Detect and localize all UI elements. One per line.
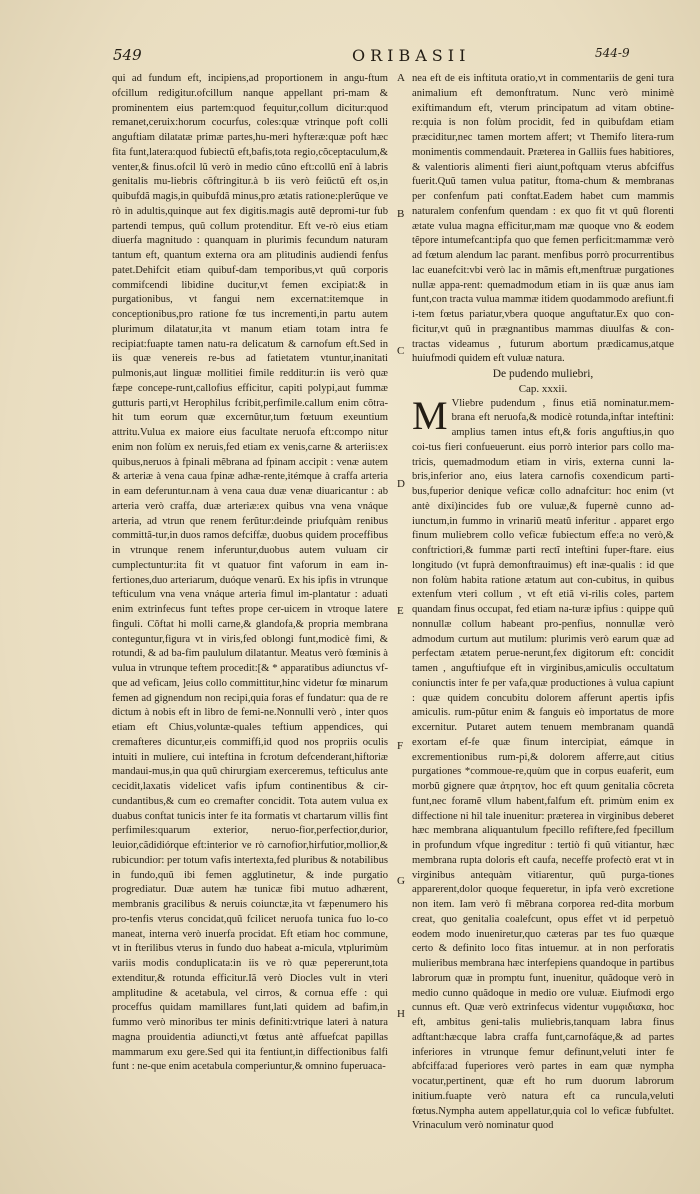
margin-letter-g: G (397, 875, 405, 887)
chapter-body: Vliebre pudendum , finus etiã nominatur.mem-brana eft neruofa,& modicè rotunda,inftar inteftini: amplius tamen intus eft,& foris anguftius,in quo coi-tus fieri confueuerunt. eius porrò interior pars collo ma-tricis, quemadmodum etiam in viris, externa cunni la-bris,inferior ano, eius latera carnofis coxendicum parti-bus,fuperior denique veficæ collo adnafcitur: hoc enim (vt antè dixi)incides fub ore vuluæ,& fupernè cunno ad-iunctum,in fummo in vrinariũ meatũ inferitur . apparet ergo finum muliebrem collo veficæ fubiectum effe:a no verò,& conftrictiori,& fummæ parti rectĩ inteftini fuper-ftare. eius longitudo (vt fuprà demonftrauimus) eft inæ-qualis : id que non folùm habita ratione ætatum aut con-cubitus, in quibus extenfum vteri collum , vt eft etiã vi-rilis coles, partem quandam finus occupat, fed etiam na-turæ ipfius : quippe quũ nonnullæ collum habeant pro-penfius, nonnullæ verò admodum curtum aut mutilum: plurimis verò earum quæ ad perfectam ætatem perue-nerunt,fex digitorum eft: concidit tamen , anguftiufque eft in virginibus,amiculis occultatum coniunctis inter fe per vafa,quæ productiones à vulua capiunt : quæ quidem concubitu dolorem afferunt apertis ipfis amiculis. rum-pũtur enim & fanguis eò importatus de more excernitur. Putaret autem tenuem membranam quandã exortam ef-fe quæ finum intercipiat, eámque in excrementionibus rum-pi,& dolorem afferre,aut citius purgationes *commoue-re,quùm que in corpus euaferit, eum morbũ gignere quæ ἀτρητον, hoc eft quum genitalia cõcreta funt,nec foramẽ vllum habent,falfum eft. primùm enim ex diffectione ni hil tale inuenitur: præterea in virginibus deberet hæc membrana aliquantulum fpecillo refiftere,fed fpecillum in profundum vfque ingreditur : tertiò fi quũ vitiantur, hæc membrana rupta doloris eft caufa, neceffe profectò erat vt in virginibus antequàm vitiarentur, quũ purga-tiones apparerent,dolor quoque fequeretur, in ipfa verò excretione non item. Iam verò fi mẽbrana corporea red-dita morbum creat, quo genitalia coalefcunt, opus effet vt id perpetuò eodem modo inueniretur,quo cæteras par tes fuo quæque certo & definito loco fitas intuemur. at in non perforatis mulieribus membrana hæc interfepiens quandoque in partibus labrorum quæ in promptu funt, inuenitur, quãdoque verò in medio cunno quãdoque in medio ore vuluæ. Eiufmodi ergo cunnus eft. Quæ verò extrinfecus videntur νυμφιδιακα, hoc eft, ambitus geni-talis muliebris,tanquam labra finus adftant:hæcque labra craffa funt,carnofáque,& ad partes inferiores in vtrunque femur definunt,veluti inter fe abfciffa:ad fuperiores verò partes in eam quæ nympha vocatur,pertinent, quæ eft ho rum duorum labrorum initium.fuapte verò natura eft ca runcula,veluti fœtus.Nympha autem appellatur,quia col lo veficæ fubfultet. Vrinaculum verò nominatur quod (412, 397, 674, 1132)
chapter-title: De pudendo muliebri, (492, 368, 594, 380)
page-number-right: 544-9 (595, 46, 630, 60)
right-column (412, 72, 674, 1172)
margin-letter-e: E (397, 605, 404, 617)
left-column-text: qui ad fundum eft, incipiens,ad proportionem in angu-ftum ofcillum redigitur.ofcillum nanque appellant pri-mam & prominentem eius partem:quod fequitur,collum dicitur:quod remanet,ceruix:horum cocurfus, coles:quæ vtrinque poft colli anguftiam dilatatæ primæ partes,hu-meri hyfteræ:quæ poft hæc fita funt,latera:quod fubiectũ eft,bafis,tota regio,cõceptaculum,& venter,& finus.ofcil lũ verò in medio cũno eft:collũ enĩ à labris genitalis mu-liebris cõftringitur.à b iis verò feiũctũ eft os,in quibufdã magis,in quibufdã minus,pro ætatis ratione:plerũque ve rò in adultis,quinque aut fex digitis.magis autẽ depromi-tur fub partendi tempus, quũ collum protenditur. Eft ve-rò eius etiam diuerfa magnitudo : quanquam in plurimis fecundum naturam tantum eft, quantum externa ora am plitudinis audiendi fenfus patet.Dehifcit etiam quibuf-dam temporibus,vt quũ corporis commifcendi libidine ducitur,vt femen excipiat:& in purgationibus, vt fangui nem excernat:itemque in conceptionibus,pro ratione fœ tus incrementi,in partu autem plurimum dilatatur,ita vt manum etiam totam intra fe recipiat:fuapte tamen natu-ra delicatum & carnofum eft.Sed in iis quæ venereis re-bus ad fatietatem vtuntur,inanitati pulmonis,aut linguæ mollitiei fimile redditur:in iis verò quæ fæpe concepe-runt,callofius efficitur, capiti polypi,aut fummæ gutturis parti,vt Herophilus fcribit,perfimile.callum enim cõtra-hit tum eorum quæ excernũtur,tum fœtuum exeuntium attritu.Vulua ex maiore eius facultate neruofa eft:compo nitur enim non folùm ex neruis,fed etiam ex venis,carne & arteriis:ex quibus,neruos à fpinali mẽbrana ad fpinam accipit : venæ autem & arteriæ à vena caua fpinæ adhæ-rente,itémque à craffa arteria in eam deferuntur.nam à vena caua duæ venæ diuaricantur : ab arteria verò craffa, duæ arteriæ:ex quibus vna vena vnáque arteria, ad vtrun que renem ferũtur:deinde priufquàm renibus committã-tur,in duos ramos defciffæ, duobus quidem proceffibus in vtrunque renem inferuntur,duobus autem vuluam cir cumplectuntur:ita fit vt quatuor fint vaforum in eam in-fertiones,duo arteriarum, duóque venarũ. Ex his ipfis in vtrunque tefticulum vna vena vnáque arteria fimul im-plantatur : aduati enim extrinfecus funt teftes prope cer-uicem in vtroque latere finguli. Cõftat hi molli carne,& glandofa,& propria membrana conteguntur,figura vt in viris,fed oblongi funt,modicè fimi, & rotundi, & ad ba-fim paululum dilatantur. Meatus verò fœminis à vulua in vtrunque teftem procedit:[& * apparatibus adiunctus vf-que ad veficam, ]eius collo committitur,hinc videtur fœ minarum femen ad gignendum non recipi,quia foras ef fundatur: qua de re dictum à nobis eft in libro de femi-ne.Nonnulli verò , inter quos etiam eft Chius,voluntæ-quales teftium appendices, qui cremafteres dicuntur,eis commiffi,id quod nos propriis oculis intuiti in muliere, cui inteftina in fcrotum defcenderant,hiftoriæ mandaui-mus,in qua quũ chirurgiam exerceremus, tefticulus ante cecidit,laxatis videlicet vafis ipfum continentibus & cir-cundantibus,& cum eo cremafter concidit. Tota autem vulua ex duabus conftat tunicis inter fe ita formatis vt chartarum villis fint perfimiles:quarum exterior, neruo-fior,perfectior,durior, leuior,cãdidiórque eft:interior ve rò carnofior,hirfutior,mollior,& rubicundior: per totum vafis intertexta,fed pluribus & notabilibus in fundo,quũ ibi femen agglutinetur, & inde purgatio progrediatur. Duæ autem hæ tunicæ fibi mutuo adhærent, membranis gracilibus & neruis coiunctæ,ita vt fæpenumero his pro-tenfis vterus concidat,quũ fcilicet neruofa tunica fuo lo-co maneat, interna verò inuerfa procidat. Eft etiam hoc commune, vt in fterilibus vterus in fundo duo habeat a-micula, vtplurimùm variis modis conduplicata:in iis ve rò quæ pepererunt,tota extenditur,& rotunda efficitur.Iã verò Diocles vult in vteri amplitudine & acetabula, vel cirros, & cornua effe : qui proceffus quidam mamillares funt,lati quidem ad bafim,in fummo verò minoribus ter minis definiti:vtrique lateri à natura magna prouidentia adiuncti,vt fœtus antè affuefcat papillas mammarum exu gere.Sed qui ita fentiunt,in diffectionibus falfi funt : ne-que enim acetabula comperiuntur,& omnino fuperuaca- (112, 73, 388, 1073)
margin-letter-h: H (397, 1008, 405, 1020)
margin-letter-b: B (397, 208, 405, 220)
drop-cap-initial: M (412, 392, 448, 438)
left-column (112, 72, 388, 1172)
running-title: ORIBASII (352, 46, 471, 65)
page-header (0, 0, 700, 70)
right-column-text-after (412, 392, 674, 1135)
margin-letter-c: C (397, 345, 405, 357)
chapter-number: Cap. xxxii. (518, 382, 568, 395)
margin-letter-f: F (397, 740, 404, 752)
margin-letter-a: A (397, 72, 405, 84)
page-number-left: 549 (113, 46, 142, 64)
right-column-text-before: nea eft de eis inftituta oratio,vt in commentariis de geni tura animalium eft demonftratum. Nunc verò minimè exiftimandum eft, vterum principatum ad vitam obtine-re:quia is non folùm procidit, fed in quibufdam etiam præciditur,nec tamen mortem affert; vt Themifo litera-rum monimentis commendauit. Præterea in Galliis fues habitiores, & valentioris alimenti fieri aiunt,poftquam vterus abfciffus fuerit.Quũ tamen vulua patitur, ftoma-chum & membranas per confenfum pati conftat.Eadem habet cum mammis naturalem confenfum quendam : ex quo fit vt quũ florenti ætate vulua magna efficitur,mam mæ quoque vno & eodem tẽpore intumefcant:ipfa quo que femen perficit:mammæ verò ad fœtum alendum lac parant. menfibus porrò procurrentibus lac euanefcit:vbi verò lac in mãmis eft,menftruæ purgationes nullæ appa-rent: quemadmodum etiam in iis quæ anus iam funt,con tracta vulua mammæ itidem quodammodo arefiunt.fi i-tem fœtus pariatur,vbera quoque anguftatur.Ex quo con-ficitur,vt quũ in prægnantibus mammas diuulfas & con-tractas videamus , futurum abortum prædicamus,atque huiufmodi quidem eft vuluæ natura. (412, 73, 674, 365)
margin-letter-d: D (397, 478, 405, 490)
